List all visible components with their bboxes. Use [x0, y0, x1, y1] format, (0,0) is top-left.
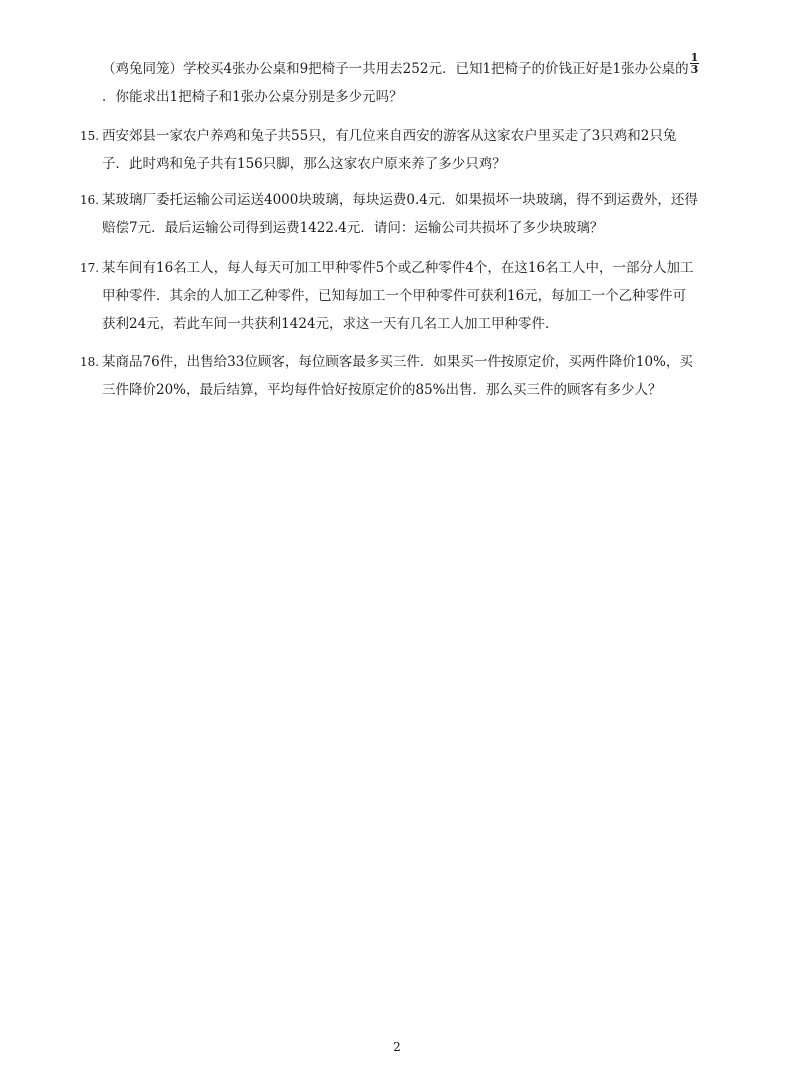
problem-number: 18. — [80, 355, 100, 369]
problem-text: （鸡兔同笼）学校买4张办公桌和9把椅子一共用去252元．已知1把椅子的价钱正好是1张办公桌的 — [102, 61, 689, 77]
page-number: 2 — [393, 1040, 401, 1054]
problem-line — [80, 254, 712, 282]
problem-line: 赔偿7元．最后运输公司得到运费1422.4元．请问：运输公司共损坏了多少块玻璃？ — [102, 220, 604, 236]
problem-text: 某商品76件，出售给33位顾客，每位顾客最多买三件．如果买一件按原定价，买两件降价10%，买 — [102, 354, 693, 370]
fraction-numerator: 1 — [690, 51, 699, 64]
problem-14-continued — [80, 51, 712, 111]
fraction-denominator: 3 — [690, 63, 699, 76]
problem-number: 16. — [80, 193, 100, 207]
problem-18 — [80, 348, 712, 404]
problem-text: 西安郊县一家农户养鸡和兔子共55只，有几位来自西安的游客从这家农户里买走了3只鸡和2只兔 — [102, 128, 677, 144]
problem-line: 获利24元，若此车间一共获利1424元，求这一天有几名工人加工甲种零件． — [102, 316, 559, 332]
problem-number: 15. — [80, 129, 100, 143]
problem-line — [80, 348, 712, 376]
problem-line: 甲种零件．其余的人加工乙种零件，已知每加工一个甲种零件可获利16元，每加工一个乙种零件可 — [102, 288, 687, 304]
problem-number: 17. — [80, 261, 100, 275]
problem-text: 某车间有16名工人，每人每天可加工甲种零件5个或乙种零件4个，在这16名工人中，一部分人加工 — [102, 260, 694, 276]
problem-line — [80, 51, 712, 83]
problem-line: ．你能求出1把椅子和1张办公桌分别是多少元吗？ — [102, 89, 403, 105]
problem-line: 子．此时鸡和兔子共有156只脚，那么这家农户原来养了多少只鸡？ — [102, 156, 506, 172]
problem-15 — [80, 122, 712, 178]
problem-line — [80, 186, 712, 214]
fraction-one-third — [690, 52, 700, 75]
problem-17 — [80, 254, 712, 338]
problem-text: 某玻璃厂委托运输公司运送4000块玻璃，每块运费0.4元．如果损坏一块玻璃，得不到运费外，还得 — [102, 192, 698, 208]
problem-line: 三件降价20%，最后结算，平均每件恰好按原定价的85%出售．那么买三件的顾客有多少人？ — [102, 382, 662, 398]
problem-16 — [80, 186, 712, 242]
problem-line — [80, 122, 712, 150]
